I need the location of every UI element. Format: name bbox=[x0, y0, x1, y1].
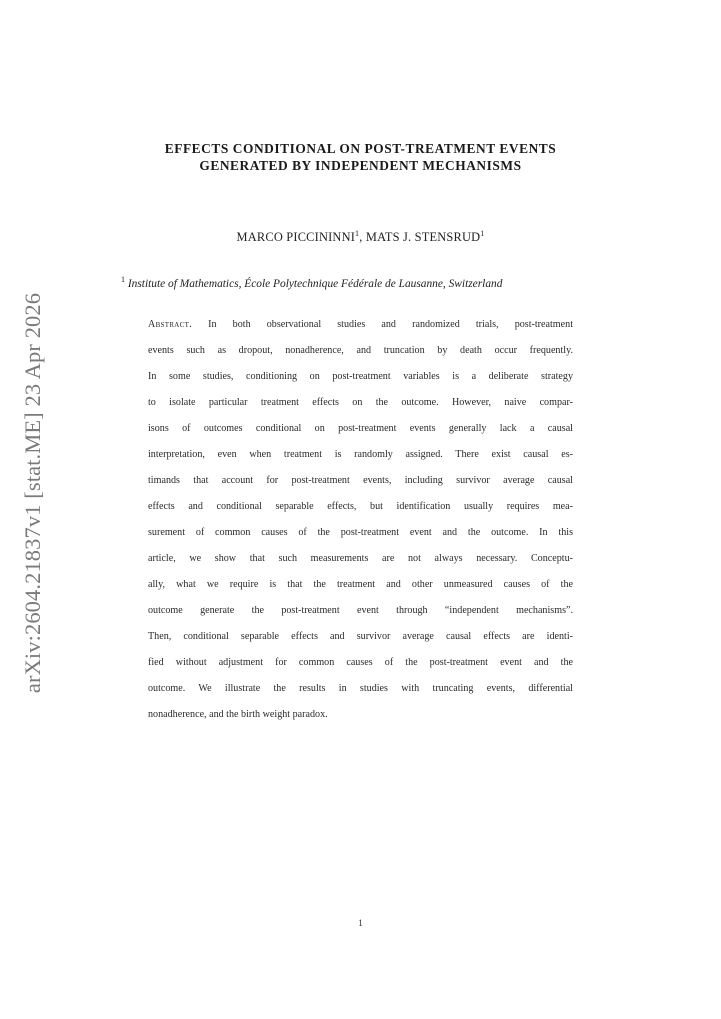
abstract-line bbox=[148, 313, 573, 339]
abstract-line: isons of outcomes conditional on post-treatment events generally lack a causal bbox=[148, 423, 573, 434]
author-name: MARCO PICCININNI bbox=[236, 230, 356, 244]
author-separator: , bbox=[359, 230, 366, 244]
abstract-line: ally, what we require is that the treatment and other unmeasured causes of the bbox=[148, 579, 573, 590]
abstract-line: Then, conditional separable effects and survivor average causal effects are identi- bbox=[148, 631, 573, 642]
author-affiliation-mark: 1 bbox=[480, 229, 485, 238]
abstract-line: article, we show that such measurements are not always necessary. Conceptu- bbox=[148, 553, 573, 564]
abstract-line: events such as dropout, nonadherence, and truncation by death occur frequently. bbox=[148, 345, 573, 356]
affiliation-text: Institute of Mathematics, École Polytechnique Fédérale de Lausanne, Switzerland bbox=[127, 278, 503, 290]
abstract-line: to isolate particular treatment effects on the outcome. However, naive compar- bbox=[148, 397, 573, 408]
paper-title bbox=[0, 141, 721, 174]
abstract-line: timands that account for post-treatment events, including survivor average causal bbox=[148, 475, 573, 486]
abstract-heading: Abstract. bbox=[148, 319, 193, 330]
abstract-line: outcome generate the post-treatment event through “independent mechanisms”. bbox=[148, 605, 573, 616]
abstract bbox=[148, 313, 573, 729]
abstract-line: effects and conditional separable effects, but identification usually requires mea- bbox=[148, 501, 573, 512]
author-affiliation-mark: 1 bbox=[355, 229, 360, 238]
abstract-line: nonadherence, and the birth weight paradox. bbox=[148, 709, 328, 720]
author-name: MATS J. STENSRUD bbox=[365, 230, 481, 244]
affiliation-mark: 1 bbox=[121, 275, 125, 284]
affiliation bbox=[121, 275, 503, 290]
author-list bbox=[0, 230, 721, 245]
abstract-line: surement of common causes of the post-treatment event and the outcome. In this bbox=[148, 527, 573, 538]
abstract-line: outcome. We illustrate the results in studies with truncating events, differential bbox=[148, 683, 573, 694]
abstract-line: In some studies, conditioning on post-treatment variables is a deliberate strategy bbox=[148, 371, 573, 382]
arxiv-identifier-text: arXiv:2604.21837v1 [stat.ME] 23 Apr 2026 bbox=[20, 292, 45, 694]
abstract-line: fied without adjustment for common causes of the post-treatment event and the bbox=[148, 657, 573, 668]
page-number: 1 bbox=[358, 919, 363, 929]
abstract-line: interpretation, even when treatment is randomly assigned. There exist causal es- bbox=[148, 449, 573, 460]
title-line-1: EFFECTS CONDITIONAL ON POST-TREATMENT EVENTS bbox=[164, 141, 557, 156]
abstract-line-text: In both observational studies and randomized trials, post-treatment bbox=[192, 319, 573, 330]
title-line-2: GENERATED BY INDEPENDENT MECHANISMS bbox=[199, 157, 522, 173]
